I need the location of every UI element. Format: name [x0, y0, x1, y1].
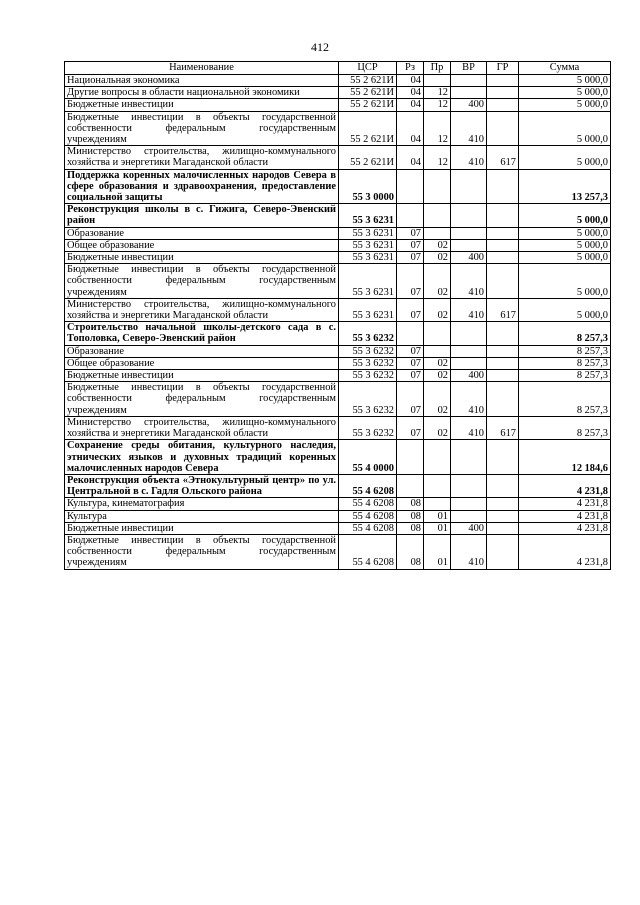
cell-pr [424, 204, 451, 227]
table-row [65, 510, 611, 522]
cell-rz: 07 [397, 416, 424, 439]
cell-rz [397, 169, 424, 204]
cell-name: Министерство строительства, жилищно-коммунального хозяйства и энергетики Магаданской области [65, 416, 339, 439]
cell-sum: 4 231,8 [519, 510, 611, 522]
cell-vr [451, 239, 487, 251]
cell-name: Строительство начальной школы-детского сада в с. Тополовка, Северо-Эвенский район [65, 322, 339, 345]
cell-csr: 55 3 6231 [339, 252, 397, 264]
table-row [65, 252, 611, 264]
table-row [65, 440, 611, 475]
cell-pr [424, 440, 451, 475]
cell-rz: 08 [397, 534, 424, 569]
table-row [65, 111, 611, 146]
cell-csr: 55 4 6208 [339, 498, 397, 510]
cell-gr [487, 382, 519, 417]
cell-sum: 4 231,8 [519, 522, 611, 534]
cell-gr [487, 111, 519, 146]
cell-vr [451, 75, 487, 87]
cell-csr: 55 3 6232 [339, 345, 397, 357]
cell-gr [487, 227, 519, 239]
cell-vr: 410 [451, 298, 487, 321]
cell-name: Общее образование [65, 239, 339, 251]
cell-pr: 12 [424, 87, 451, 99]
cell-gr [487, 75, 519, 87]
table-row [65, 298, 611, 321]
cell-sum: 5 000,0 [519, 111, 611, 146]
cell-sum: 4 231,8 [519, 474, 611, 497]
cell-vr: 400 [451, 252, 487, 264]
cell-sum: 5 000,0 [519, 252, 611, 264]
cell-gr [487, 99, 519, 111]
table-row [65, 534, 611, 569]
cell-sum: 8 257,3 [519, 370, 611, 382]
cell-rz: 04 [397, 87, 424, 99]
cell-vr: 410 [451, 146, 487, 169]
cell-gr [487, 440, 519, 475]
cell-gr [487, 370, 519, 382]
cell-csr: 55 4 6208 [339, 474, 397, 497]
cell-rz: 07 [397, 345, 424, 357]
cell-csr: 55 4 6208 [339, 522, 397, 534]
table-row [65, 87, 611, 99]
cell-pr: 01 [424, 534, 451, 569]
cell-sum: 5 000,0 [519, 87, 611, 99]
cell-pr: 12 [424, 146, 451, 169]
cell-rz: 07 [397, 370, 424, 382]
cell-pr [424, 75, 451, 87]
cell-vr: 400 [451, 99, 487, 111]
cell-name: Бюджетные инвестиции в объекты государственной собственности федеральным государственным учреждениям [65, 382, 339, 417]
cell-gr: 617 [487, 298, 519, 321]
cell-pr: 02 [424, 298, 451, 321]
cell-pr: 02 [424, 252, 451, 264]
cell-pr [424, 345, 451, 357]
cell-gr [487, 357, 519, 369]
cell-rz: 07 [397, 382, 424, 417]
cell-vr: 410 [451, 382, 487, 417]
cell-vr: 400 [451, 522, 487, 534]
cell-vr: 410 [451, 111, 487, 146]
cell-vr [451, 322, 487, 345]
cell-rz: 07 [397, 357, 424, 369]
table-body [65, 75, 611, 570]
table-row [65, 146, 611, 169]
cell-name: Бюджетные инвестиции [65, 99, 339, 111]
cell-sum: 8 257,3 [519, 416, 611, 439]
cell-name: Бюджетные инвестиции в объекты государственной собственности федеральным государственным учреждениям [65, 264, 339, 299]
cell-gr [487, 498, 519, 510]
cell-pr [424, 498, 451, 510]
header-gr: ГР [487, 62, 519, 75]
table-row [65, 522, 611, 534]
cell-rz [397, 474, 424, 497]
cell-csr: 55 4 6208 [339, 534, 397, 569]
cell-rz: 07 [397, 264, 424, 299]
cell-csr: 55 3 6232 [339, 382, 397, 417]
cell-sum: 5 000,0 [519, 146, 611, 169]
table-row [65, 169, 611, 204]
cell-rz [397, 204, 424, 227]
cell-name: Образование [65, 345, 339, 357]
cell-rz [397, 322, 424, 345]
cell-sum: 5 000,0 [519, 239, 611, 251]
table-row [65, 357, 611, 369]
cell-name: Образование [65, 227, 339, 239]
cell-name: Культура [65, 510, 339, 522]
cell-gr [487, 510, 519, 522]
cell-vr [451, 227, 487, 239]
cell-sum: 5 000,0 [519, 204, 611, 227]
header-sum: Сумма [519, 62, 611, 75]
header-pr: Пр [424, 62, 451, 75]
table-row [65, 264, 611, 299]
cell-csr: 55 3 0000 [339, 169, 397, 204]
cell-csr: 55 2 621И [339, 99, 397, 111]
table-row [65, 345, 611, 357]
cell-csr: 55 4 6208 [339, 510, 397, 522]
cell-rz: 07 [397, 239, 424, 251]
cell-pr: 02 [424, 382, 451, 417]
table-row [65, 498, 611, 510]
cell-sum: 8 257,3 [519, 322, 611, 345]
cell-pr: 02 [424, 264, 451, 299]
table-row [65, 75, 611, 87]
cell-csr: 55 3 6231 [339, 239, 397, 251]
cell-sum: 8 257,3 [519, 382, 611, 417]
cell-pr [424, 474, 451, 497]
cell-gr [487, 534, 519, 569]
cell-csr: 55 3 6232 [339, 357, 397, 369]
cell-gr [487, 322, 519, 345]
cell-sum: 13 257,3 [519, 169, 611, 204]
cell-rz: 08 [397, 498, 424, 510]
cell-rz: 04 [397, 75, 424, 87]
header-csr: ЦСР [339, 62, 397, 75]
cell-name: Сохранение среды обитания, культурного наследия, этнических языков и духовных традиций коренных малочисленных народов Севера [65, 440, 339, 475]
cell-pr: 01 [424, 510, 451, 522]
header-rz: Рз [397, 62, 424, 75]
cell-gr [487, 169, 519, 204]
table-row [65, 474, 611, 497]
cell-rz [397, 440, 424, 475]
cell-csr: 55 3 6231 [339, 227, 397, 239]
cell-gr [487, 522, 519, 534]
cell-csr: 55 3 6231 [339, 264, 397, 299]
cell-name: Культура, кинематография [65, 498, 339, 510]
cell-name: Бюджетные инвестиции [65, 252, 339, 264]
table-row [65, 322, 611, 345]
cell-vr [451, 87, 487, 99]
cell-vr: 410 [451, 534, 487, 569]
cell-vr [451, 440, 487, 475]
cell-name: Бюджетные инвестиции [65, 370, 339, 382]
cell-csr: 55 2 621И [339, 75, 397, 87]
cell-rz: 07 [397, 252, 424, 264]
cell-pr: 02 [424, 357, 451, 369]
cell-name: Бюджетные инвестиции в объекты государственной собственности федеральным государственным учреждениям [65, 111, 339, 146]
cell-name: Министерство строительства, жилищно-коммунального хозяйства и энергетики Магаданской области [65, 298, 339, 321]
cell-rz: 08 [397, 510, 424, 522]
table-row [65, 227, 611, 239]
cell-sum: 8 257,3 [519, 357, 611, 369]
cell-vr [451, 498, 487, 510]
cell-vr [451, 169, 487, 204]
cell-name: Министерство строительства, жилищно-коммунального хозяйства и энергетики Магаданской области [65, 146, 339, 169]
cell-gr [487, 345, 519, 357]
cell-rz: 07 [397, 298, 424, 321]
cell-sum: 5 000,0 [519, 75, 611, 87]
cell-sum: 8 257,3 [519, 345, 611, 357]
cell-sum: 4 231,8 [519, 534, 611, 569]
table-row [65, 204, 611, 227]
cell-gr [487, 252, 519, 264]
table-row [65, 99, 611, 111]
cell-gr: 617 [487, 416, 519, 439]
cell-pr: 01 [424, 522, 451, 534]
cell-gr [487, 239, 519, 251]
cell-sum: 4 231,8 [519, 498, 611, 510]
table-row [65, 370, 611, 382]
page-number: 412 [311, 40, 329, 54]
cell-rz: 08 [397, 522, 424, 534]
cell-sum: 5 000,0 [519, 298, 611, 321]
header-row [65, 62, 611, 75]
cell-pr: 02 [424, 416, 451, 439]
cell-csr: 55 3 6232 [339, 322, 397, 345]
cell-csr: 55 3 6231 [339, 204, 397, 227]
cell-gr [487, 474, 519, 497]
cell-rz: 04 [397, 146, 424, 169]
cell-name: Национальная экономика [65, 75, 339, 87]
cell-csr: 55 2 621И [339, 146, 397, 169]
cell-sum: 12 184,6 [519, 440, 611, 475]
cell-gr [487, 264, 519, 299]
cell-vr [451, 510, 487, 522]
cell-vr [451, 357, 487, 369]
header-vr: ВР [451, 62, 487, 75]
cell-pr: 02 [424, 239, 451, 251]
cell-csr: 55 3 6232 [339, 416, 397, 439]
cell-vr [451, 345, 487, 357]
cell-vr [451, 204, 487, 227]
cell-sum: 5 000,0 [519, 99, 611, 111]
table-row [65, 239, 611, 251]
cell-gr: 617 [487, 146, 519, 169]
cell-csr: 55 2 621И [339, 87, 397, 99]
cell-gr [487, 204, 519, 227]
cell-rz: 04 [397, 111, 424, 146]
cell-csr: 55 3 6231 [339, 298, 397, 321]
cell-pr [424, 169, 451, 204]
table-row [65, 416, 611, 439]
cell-vr: 400 [451, 370, 487, 382]
cell-name: Другие вопросы в области национальной экономики [65, 87, 339, 99]
cell-pr [424, 322, 451, 345]
cell-name: Бюджетные инвестиции [65, 522, 339, 534]
cell-vr: 410 [451, 416, 487, 439]
cell-pr: 12 [424, 111, 451, 146]
cell-vr: 410 [451, 264, 487, 299]
cell-rz: 04 [397, 99, 424, 111]
cell-sum: 5 000,0 [519, 227, 611, 239]
cell-vr [451, 474, 487, 497]
cell-pr: 02 [424, 370, 451, 382]
cell-csr: 55 3 6232 [339, 370, 397, 382]
cell-pr: 12 [424, 99, 451, 111]
cell-sum: 5 000,0 [519, 264, 611, 299]
cell-gr [487, 87, 519, 99]
cell-rz: 07 [397, 227, 424, 239]
cell-name: Реконструкция школы в с. Гижига, Северо-Эвенский район [65, 204, 339, 227]
cell-name: Реконструкция объекта «Этнокультурный центр» по ул. Центральной в с. Гадля Ольского района [65, 474, 339, 497]
budget-table [64, 61, 611, 570]
table-row [65, 382, 611, 417]
cell-name: Общее образование [65, 357, 339, 369]
cell-name: Поддержка коренных малочисленных народов Севера в сфере образования и здравоохранения, предоставление социальной защиты [65, 169, 339, 204]
cell-pr [424, 227, 451, 239]
header-name: Наименование [65, 62, 339, 75]
cell-name: Бюджетные инвестиции в объекты государственной собственности федеральным государственным учреждениям [65, 534, 339, 569]
cell-csr: 55 2 621И [339, 111, 397, 146]
cell-csr: 55 4 0000 [339, 440, 397, 475]
